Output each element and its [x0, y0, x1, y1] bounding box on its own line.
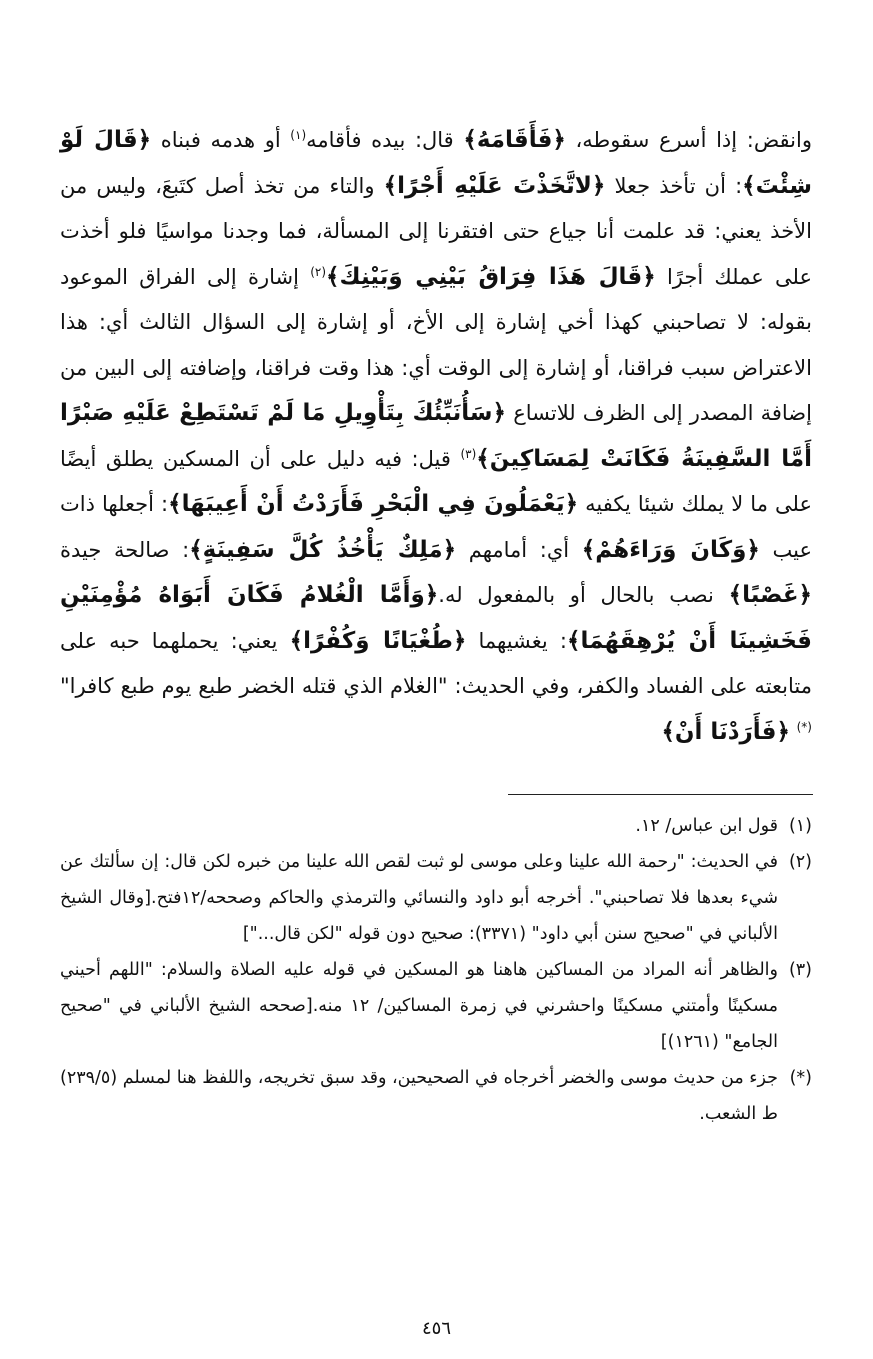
footnote-marker: (٢) — [788, 852, 812, 872]
quran-verse: ﴿غَصْبًا﴾ — [728, 582, 813, 608]
text-segment: وانقض: إذا أسرع سقوطه، — [565, 128, 812, 152]
footnote-ref-star[interactable]: (*) — [796, 719, 812, 734]
text-segment: : أجعلها ذات عيب — [60, 492, 812, 562]
footnote-2 — [60, 844, 812, 952]
quran-verse: ﴿قَالَ لَوْ شِئْتَ﴾ — [60, 127, 812, 199]
page-number: ٤٥٦ — [421, 1318, 451, 1339]
main-paragraph — [60, 118, 812, 755]
quran-verse: ﴿وَكَانَ وَرَاءَهُمْ﴾ — [581, 536, 760, 563]
footnote-divider — [508, 794, 813, 795]
text-segment: أو هدمه فبناه — [151, 128, 291, 152]
text-segment: والتاء من تخذ أصل كتَبعَ، وليس من الأخذ يعني: قد علمت أنا جياع حتى افتقرنا إلى المسألة، فما وجدنا مواسيًا فلو أخذت على عملك أجرًا — [60, 173, 812, 289]
text-segment — [790, 720, 797, 744]
quran-verse: ﴿لاتَّخَذْتَ عَلَيْهِ أَجْرًا﴾ — [383, 172, 606, 199]
page-body — [60, 118, 812, 755]
quran-verse: ﴿يَعْمَلُونَ فِي الْبَحْرِ فَأَرَدْتُ أَنْ أَعِيبَهَا﴾ — [168, 491, 579, 517]
footnotes — [60, 808, 812, 1132]
text-segment: أي: أمامهم — [456, 537, 582, 562]
footnote-ref-2[interactable]: (٢) — [310, 264, 327, 279]
footnote-star — [60, 1060, 812, 1132]
footnote-ref-1[interactable]: (١) — [290, 128, 307, 142]
footnote-1 — [60, 808, 812, 844]
quran-verse: ﴿مَلِكٌ يَأْخُذُ كُلَّ سَفِينَةٍ﴾ — [189, 536, 457, 563]
text-segment: قيل: فيه دليل على أن المسكين يطلق أيضًا على ما لا يملك شيئا يكفيه — [60, 446, 812, 516]
text-segment: نصب بالحال أو بالمفعول له. — [438, 583, 729, 607]
text-segment: يعني: يحملهما حبه على متابعته على الفساد والكفر، وفي الحديث: "الغلام الذي قتله الخضر طبع يوم طبع كافرا" — [60, 628, 812, 698]
footnote-3 — [60, 952, 812, 1060]
quran-verse: ﴿طُغْيَانًا وَكُفْرًا﴾ — [289, 627, 467, 654]
quran-verse: ﴿فَأَرَدْنَا أَنْ﴾ — [661, 718, 790, 745]
footnote-text: والظاهر أنه المراد من المساكين هاهنا هو المسكين في قوله عليه الصلاة والسلام: "اللهم أحيني مسكينًا وأمتني مسكينًا واحشرني في زمرة المساكين/ ١٢ منه.[صححه الشيخ الألباني في "صحيح الجامع" (١٢٦١)] — [60, 960, 778, 1052]
footnote-text: جزء من حديث موسى والخضر أخرجاه في الصحيحين، وقد سبق تخريجه، واللفظ هنا لمسلم (٢٣٩/٥) ط الشعب. — [60, 1068, 778, 1124]
text-segment: قال: بيده فأقامه — [306, 128, 464, 152]
footnote-marker: (١) — [788, 816, 812, 836]
text-segment: إشارة إلى الفراق الموعود بقوله: لا تصاحبني كهذا أخي إشارة إلى الأخ، أو إشارة إلى السؤال الثالث أي: هذا الاعتراض سبب فراقنا، أو إشارة إلى الوقت أي: هذا وقت فراقنا، وإضافته إلى البين من إضافة المصدر إلى الظرف للاتساع — [60, 264, 812, 425]
quran-verse: ﴿قَالَ هَذَا فِرَاقُ بَيْنِي وَبَيْنِكَ﴾ — [326, 263, 656, 290]
quran-verse: ﴿وَأَمَّا الْغُلامُ فَكَانَ أَبَوَاهُ مُؤْمِنَيْنِ فَخَشِينَا أَنْ يُرْهِقَهُمَا﴾ — [60, 582, 812, 654]
footnote-ref-3[interactable]: (٣) — [460, 446, 477, 461]
footnote-text: في الحديث: "رحمة الله علينا وعلى موسى لو ثبت لقص الله علينا من خبره لكن قال: إن سألتك عن شيء بعدها فلا تصاحبني". أخرجه أبو داود والنسائي والترمذي والحاكم وصححه/١٢فتح.[وقال الشيخ الألباني في "صحيح سنن أبي داود" (٣٣٧١): صحيح دون قوله "لكن قال..."] — [60, 852, 778, 944]
main-text — [60, 118, 812, 755]
footnote-marker: (٣) — [788, 960, 812, 980]
text-segment: : صالحة جيدة — [60, 537, 190, 562]
text-segment: : يغشيهما — [466, 628, 567, 653]
footnote-text: قول ابن عباس/ ١٢. — [635, 816, 778, 836]
text-segment: : أن تأخذ جعلا — [605, 173, 743, 198]
quran-verse: ﴿سَأُنَبِّئُكَ بِتَأْوِيلِ مَا لَمْ تَسْتَطِعْ عَلَيْهِ صَبْرًا أَمَّا السَّفِينَةُ فَكَانَتْ لِمَسَاكِينَ﴾ — [60, 400, 812, 472]
quran-verse: ﴿فَأَقَامَهُ﴾ — [463, 127, 566, 153]
footnote-marker: (*) — [789, 1068, 812, 1088]
